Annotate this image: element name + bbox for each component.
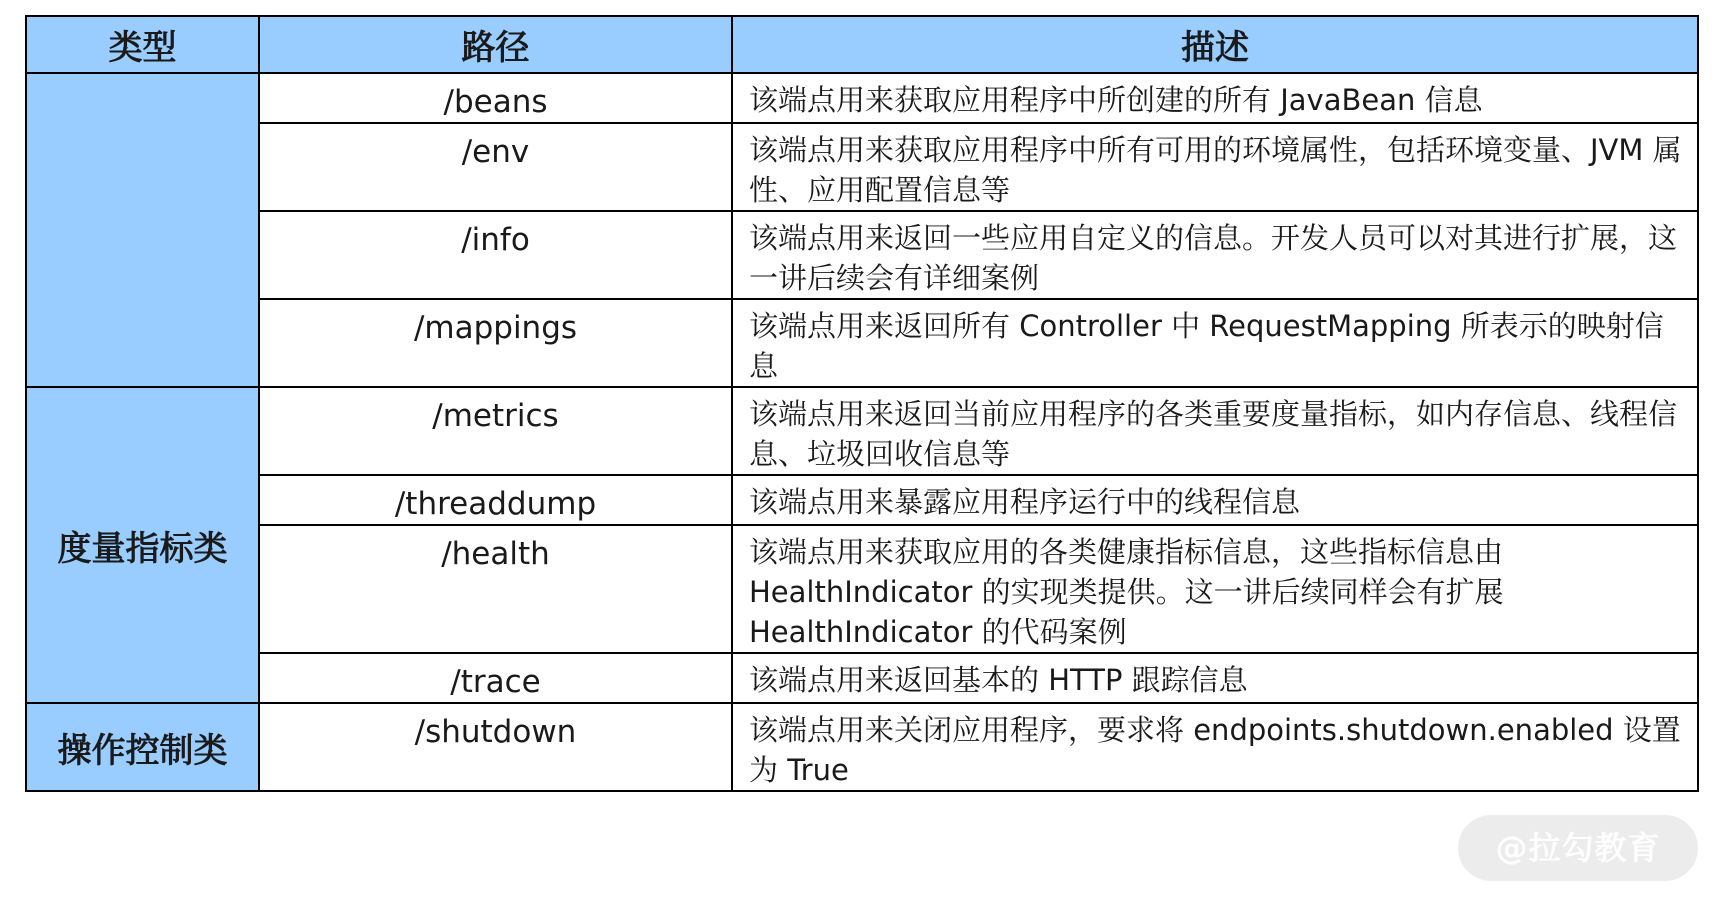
type-cell-first — [26, 73, 259, 387]
table-row — [26, 123, 1698, 211]
header-description: 描述 — [732, 16, 1698, 73]
description-cell: 该端点用来关闭应用程序，要求将 endpoints.shutdown.enabled 设置为 True — [732, 703, 1698, 791]
type-cell-control: 操作控制类 — [26, 703, 259, 791]
description-cell: 该端点用来获取应用程序中所创建的所有 JavaBean 信息 — [732, 73, 1698, 123]
path-cell: /info — [259, 211, 732, 299]
endpoint-table-container — [25, 15, 1699, 792]
description-cell: 该端点用来返回当前应用程序的各类重要度量指标，如内存信息、线程信息、垃圾回收信息等 — [732, 387, 1698, 475]
description-cell: 该端点用来暴露应用程序运行中的线程信息 — [732, 475, 1698, 525]
table-row — [26, 653, 1698, 703]
table-row — [26, 211, 1698, 299]
table-row — [26, 299, 1698, 387]
description-cell: 该端点用来返回一些应用自定义的信息。开发人员可以对其进行扩展，这一讲后续会有详细案例 — [732, 211, 1698, 299]
header-path: 路径 — [259, 16, 732, 73]
path-cell: /env — [259, 123, 732, 211]
watermark-badge: @拉勾教育 — [1458, 815, 1698, 881]
path-cell: /shutdown — [259, 703, 732, 791]
path-cell: /mappings — [259, 299, 732, 387]
path-cell: /beans — [259, 73, 732, 123]
table-row — [26, 525, 1698, 653]
description-cell: 该端点用来获取应用的各类健康指标信息，这些指标信息由 HealthIndicator 的实现类提供。这一讲后续同样会有扩展 HealthIndicator 的代码案例 — [732, 525, 1698, 653]
description-cell: 该端点用来返回基本的 HTTP 跟踪信息 — [732, 653, 1698, 703]
table-row — [26, 387, 1698, 475]
table-row — [26, 73, 1698, 123]
path-cell: /trace — [259, 653, 732, 703]
header-type: 类型 — [26, 16, 259, 73]
description-cell: 该端点用来返回所有 Controller 中 RequestMapping 所表示的映射信息 — [732, 299, 1698, 387]
description-cell: 该端点用来获取应用程序中所有可用的环境属性，包括环境变量、JVM 属性、应用配置信息等 — [732, 123, 1698, 211]
type-cell-metrics: 度量指标类 — [26, 387, 259, 703]
path-cell: /health — [259, 525, 732, 653]
path-cell: /threaddump — [259, 475, 732, 525]
table-row — [26, 475, 1698, 525]
endpoint-table — [25, 15, 1699, 792]
table-row — [26, 703, 1698, 791]
path-cell: /metrics — [259, 387, 732, 475]
table-header-row — [26, 16, 1698, 73]
